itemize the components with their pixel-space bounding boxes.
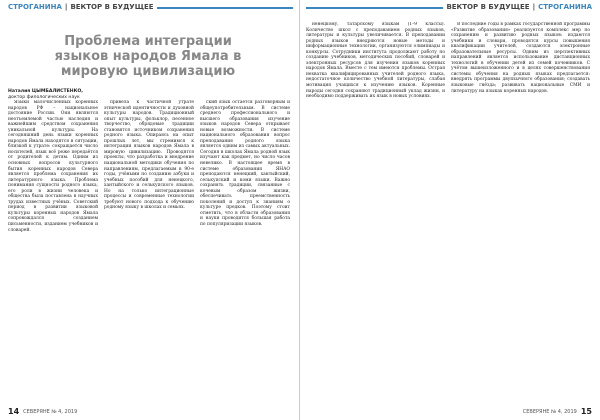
- page-number: 15: [580, 407, 592, 416]
- text-column-1: [8, 100, 98, 400]
- section-label: СТРОГАНИНА: [538, 3, 592, 11]
- right-page-header: [306, 0, 592, 14]
- author-degree: доктор филологических наук: [8, 95, 80, 100]
- text-column-3: [200, 100, 290, 400]
- issue-label: СЕВЕРЯНЕ № 4, 2019: [23, 408, 78, 415]
- issue-label: СЕВЕРЯНЕ № 4, 2019: [522, 408, 577, 415]
- header-rule: [157, 7, 293, 9]
- paragraph: привела к частичной утрате этнической идентичности и духовной культуры народов. Традиционный опыт культуры, фольклор, песенное творчество, обрядовые традиции становятся источником сохранения родного языка. Опираясь на опыт прошлых лет, мы стремимся к интеграции языков народов Ямала в мировую цивилизацию. Проводятся проекты, что разработка и внедрение национальной методики обучения по направлениям, предлагаемым в 90-е годы, учёными по созданию азбуки и учебных пособий для ненецкого, хантыйского и селькупского языков. Но на только интеграционные процессы и современные технологии требуют нового подхода к обучению родному языку в школах и семьях.: [104, 100, 194, 211]
- header-separator: |: [532, 3, 536, 11]
- text-column-5: [451, 22, 590, 400]
- text-column-4: [306, 22, 445, 400]
- paragraph: ский язык остаётся разговорным и общеупотребительным. В системе среднего профессионального и высшего образования изучение языков народов Севера открывает новые возможности. В системе национального образования вопрос преподавания родного языка является одним из самых актуальных. Сегодня в школах Ямала родной язык изучают как предмет, но число часов невелико. В настоящее время в системе образования ЯНАО преподаются ненецкий, хантыйский, селькупский и коми языки. Важно сохранять традиции, связанные с кочевым образом жизни, обеспечивать преемственность поколений и доступ к знаниям о культуре предков. Поэтому стоит отметить, что в области образования и науки проводится большая работа по популяризации языков.: [200, 100, 290, 228]
- paragraph: Языки малочисленных коренных народов РФ – национальное достояние России. Они являются неотъемлемой частью наследия и важнейшим средством сохранения уникальной культуры. На сегодняшний день языки коренных народов Ямала находятся в ситуации, близкой к утрате: сокращается число носителей, язык всё реже передаётся от родителей к детям. Одним из основных вопросов культурного бытия коренных народов Севера является проблема сохранения их литературного языка. Проблема понимания сущности родного языка, его роли в жизни человека и общества была поставлена в научных трудах известных учёных. Советский период в развитии языковой культуры коренных народов Ямала сопровождался созданием письменности, изданием учебников и словарей.: [8, 100, 98, 233]
- page-number: 14: [8, 407, 20, 416]
- left-page-header: [8, 0, 293, 14]
- rubric-label: ВЕКТОР В БУДУЩЕЕ: [446, 3, 530, 11]
- header-rule: [306, 7, 443, 9]
- author-name: Наталия ЦЫМБАЛИСТЕНКО,: [8, 89, 84, 94]
- section-label: СТРОГАНИНА: [8, 3, 62, 11]
- article-title: Проблема интеграции языков народов Ямала в мировую цивилизацию: [54, 34, 242, 79]
- right-page: [300, 0, 600, 420]
- text-column-2: [104, 100, 194, 400]
- right-columns: [306, 22, 590, 400]
- header-separator: |: [64, 3, 68, 11]
- rubric-label: ВЕКТОР В БУДУЩЕЕ: [70, 3, 154, 11]
- left-columns: [8, 100, 290, 400]
- right-footer: [523, 407, 592, 416]
- paragraph: ненецкому, татарскому языкам (1–9 классы). Количество школ с преподаванием родных языков, литературы и культуры увеличивается. В преподавании родных языков внедряются новые методы и информационные технологии, организуются олимпиады и конкурсы. Сотрудники института продолжают работу по созданию учебников, методических пособий, словарей и электронных ресурсов для изучения языков коренных народов Ямала. Вместе с тем имеются проблемы. Острая нехватка квалифицированных учителей родного языка, недостаточное количество учебной литературы, слабая мотивация учащихся к изучению языков. Коренные народы сегодня сохраняют традиционный уклад жизни, и необходимо поддерживать их язык в новых условиях.: [306, 22, 445, 100]
- paragraph: В последние годы в рамках государственной программы «Развитие образования» реализуется комплекс мер по сохранению и развитию родных языков: издаются учебники и словари, проводятся курсы повышения квалификации учителей, создаются электронные образовательные ресурсы. Одним из перспективных направлений является использование дистанционных технологий в обучении детей из семей кочевников. С учётом вышеизложенного и в целях совершенствования системы обучения на родных языках предлагается: внедрять программы двуязычного образования; создавать языковые гнёзда; развивать национальные СМИ и литературу на языках коренных народов.: [451, 22, 590, 94]
- left-footer: [8, 407, 77, 416]
